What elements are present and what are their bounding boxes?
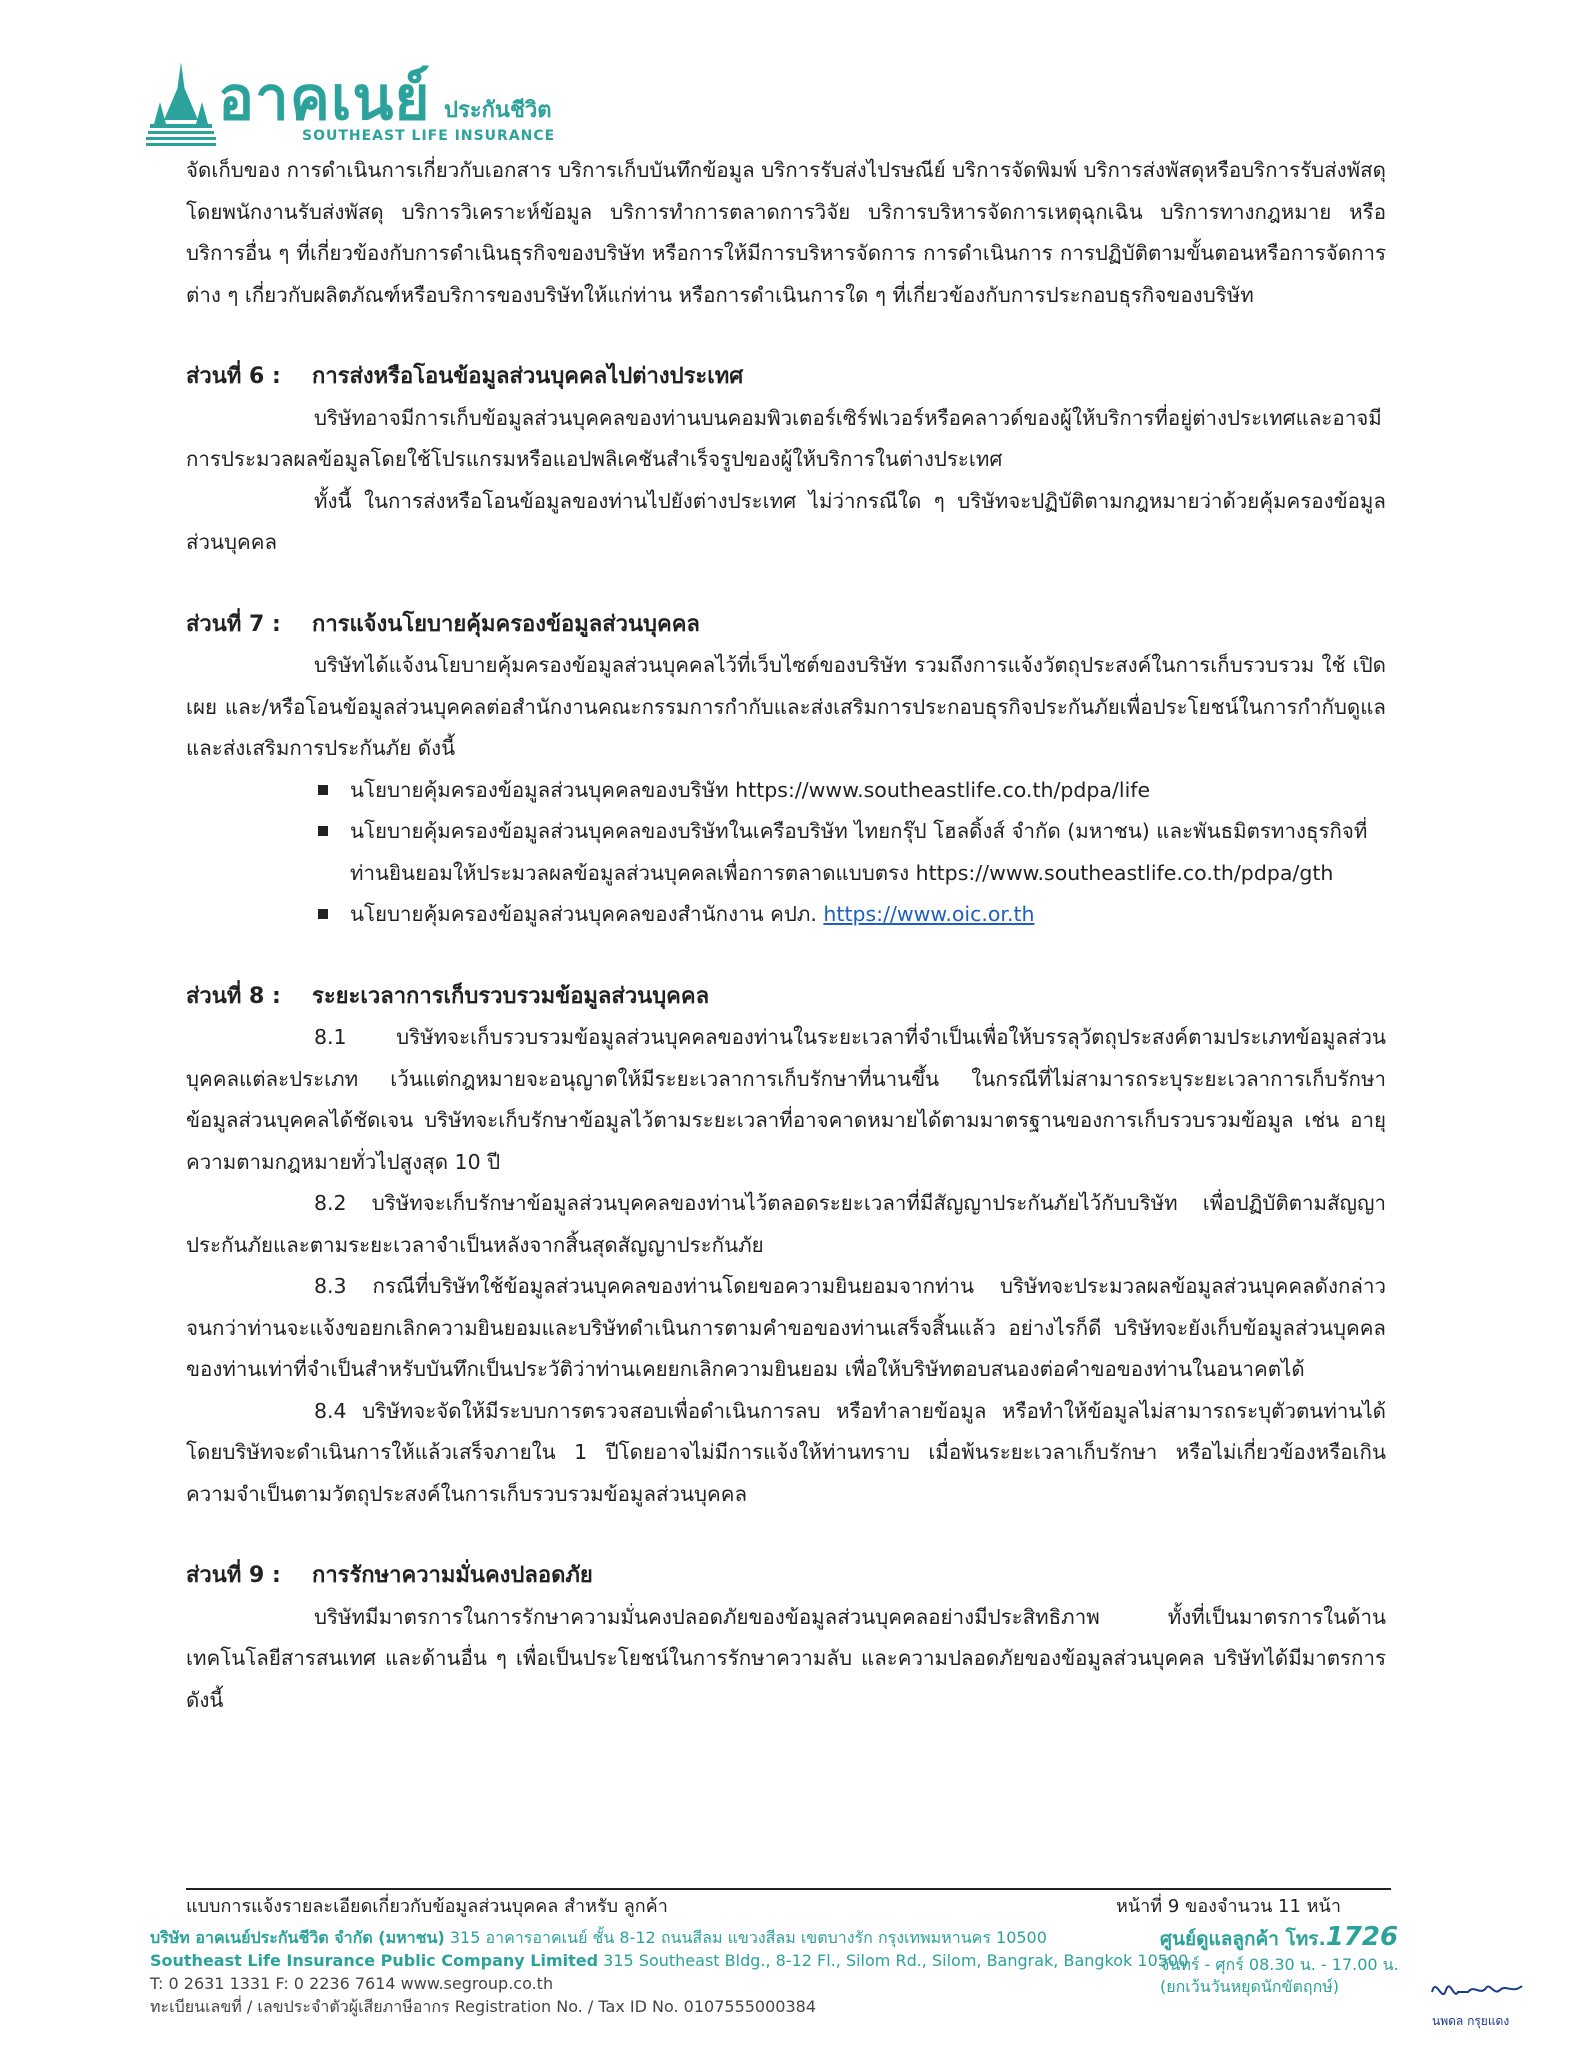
section-6-paragraph-2: ทั้งนี้ ในการส่งหรือโอนข้อมูลของท่านไปยังต่างประเทศ ไม่ว่ากรณีใด ๆ บริษัทจะปฏิบัติตามกฎหมายว่าด้วยคุ้มครองข้อมูลส่วนบุคคล	[186, 488, 1386, 554]
company-logo	[146, 62, 576, 152]
section-9-paragraph-1: บริษัทมีมาตรการในการรักษาความมั่นคงปลอดภัยของข้อมูลส่วนบุคคลอย่างมีประสิทธิภาพ ทั้งที่เป็นมาตรการในด้านเทคโนโลยีสารสนเทศ และด้านอื่น ๆ เพื่อเป็นประโยชน์ในการรักษาความลับ และความปลอดภัยของข้อมูลส่วนบุคคล บริษัทได้มีมาตรการ ดังนี้	[186, 1604, 1386, 1712]
section-7-title: การแจ้งนโยบายคุ้มครองข้อมูลส่วนบุคคล	[312, 611, 700, 637]
list-item	[314, 811, 1386, 894]
footer-page-number: หน้าที่ 9 ของจำนวน 11 หน้า	[1116, 1896, 1341, 1917]
section-8-3-paragraph: 8.3 กรณีที่บริษัทใช้ข้อมูลส่วนบุคคลของท่านโดยขอความยินยอมจากท่าน บริษัทจะประมวลผลข้อมูลส่วนบุคคลดังกล่าวจนกว่าท่านจะแจ้งขอยกเลิกความยินยอมและบริษัทดำเนินการตามคำขอของท่านเสร็จสิ้นแล้ว อย่างไรก็ดี บริษัทจะยังเก็บข้อมูลส่วนบุคคลของท่านเท่าที่จำเป็นสำหรับบันทึกเป็นประวัติว่าท่านเคยยกเลิกความยินยอม เพื่อให้บริษัทตอบสนองต่อคำขอของท่านในอนาคตได้	[186, 1274, 1386, 1381]
section-8-1-paragraph: 8.1 บริษัทจะเก็บรวบรวมข้อมูลส่วนบุคคลของท่านในระยะเวลาที่จำเป็นเพื่อให้บรรลุวัตถุประสงค์ตามประเภทข้อมูลส่วนบุคคลแต่ละประเภท เว้นแต่กฎหมายจะอนุญาตให้มีระยะเวลาการเก็บรักษาที่นานขึ้น ในกรณีที่ไม่สามารถระบุระยะเวลาการเก็บรักษาข้อมูลส่วนบุคคลได้ชัดเจน บริษัทจะเก็บรักษาข้อมูลไว้ตามระยะเวลาที่อาจคาดหมายได้ตามมาตรฐานของการเก็บรวบรวมข้อมูล เช่น อายุความตามกฎหมายทั่วไปสูงสุด 10 ปี	[186, 1025, 1386, 1174]
company-registration: ทะเบียนเลขที่ / เลขประจำตัวผู้เสียภาษีอากร Registration No. / Tax ID No. 0107555000384	[150, 1997, 816, 2016]
section-7-number: ส่วนที่ 7 :	[186, 611, 281, 637]
policy-company: นโยบายคุ้มครองข้อมูลส่วนบุคคลของบริษัท https://www.southeastlife.co.th/pdpa/life	[350, 777, 1151, 802]
section-7-heading	[186, 604, 1386, 646]
company-contact: T: 0 2631 1331 F: 0 2236 7614 www.segroup.co.th	[150, 1974, 554, 1993]
customer-service-number: 1726	[1325, 1922, 1399, 1952]
section-6-title: การส่งหรือโอนข้อมูลส่วนบุคคลไปต่างประเทศ	[312, 364, 744, 389]
logo-name-th: อาคเนย์	[218, 64, 431, 134]
customer-service-line	[1160, 1922, 1399, 1954]
customer-service	[1160, 1922, 1399, 1998]
policy-list	[186, 770, 1386, 936]
company-en-address: 315 Southeast Bldg., 8-12 Fl., Silom Rd., Silom, Bangrak, Bangkok 10500	[603, 1951, 1189, 1970]
section-8-4-paragraph: 8.4 บริษัทจะจัดให้มีระบบการตรวจสอบเพื่อดำเนินการลบ หรือทำลายข้อมูล หรือทำให้ข้อมูลไม่สามารถระบุตัวตนท่านได้ โดยบริษัทจะดำเนินการให้แล้วเสร็จภายใน 1 ปีโดยอาจไม่มีการแจ้งให้ท่านทราบ เมื่อพ้นระยะเวลาเก็บรักษา หรือไม่เกี่ยวข้องหรือเกินความจำเป็นตามวัตถุประสงค์ในการเก็บรวบรวมข้อมูลส่วนบุคคล	[186, 1398, 1386, 1506]
company-en-name: Southeast Life Insurance Public Company Limited	[150, 1951, 599, 1970]
list-item	[314, 770, 1386, 812]
customer-service-label: ศูนย์ดูแลลูกค้า โทร.	[1160, 1928, 1326, 1950]
company-info	[150, 1926, 1188, 2018]
section-9-title: การรักษาความมั่นคงปลอดภัย	[312, 1563, 593, 1588]
company-en-line	[150, 1949, 1188, 1972]
intro-paragraph: จัดเก็บของ การดำเนินการเกี่ยวกับเอกสาร บริการเก็บบันทึกข้อมูล บริการรับส่งไปรษณีย์ บริการจัดพิมพ์ บริการส่งพัสดุหรือบริการรับส่งพัสดุโดยพนักงานรับส่งพัสดุ บริการวิเคราะห์ข้อมูล บริการทำการตลาดการวิจัย บริการบริหารจัดการเหตุฉุกเฉิน บริการทางกฎหมาย หรือบริการอื่น ๆ ที่เกี่ยวข้องกับการดำเนินธุรกิจของบริษัท หรือการให้มีการบริหารจัดการ การดำเนินการ การปฏิบัติตามขั้นตอนหรือการจัดการต่าง ๆ เกี่ยวกับผลิตภัณฑ์หรือบริการของบริษัทให้แก่ท่าน หรือการดำเนินการใด ๆ ที่เกี่ยวข้องกับการประกอบธุรกิจของบริษัท	[186, 158, 1386, 307]
signature-icon	[1428, 1970, 1528, 2010]
customer-service-hours: จันทร์ - ศุกร์ 08.30 น. - 17.00 น.	[1160, 1955, 1399, 1974]
logo-name-en: SOUTHEAST LIFE INSURANCE	[302, 128, 556, 144]
section-8-title: ระยะเวลาการเก็บรวบรวมข้อมูลส่วนบุคคล	[312, 983, 710, 1009]
section-8-number: ส่วนที่ 8 :	[186, 983, 281, 1009]
bullet-icon	[318, 826, 328, 836]
section-8-2-paragraph: 8.2 บริษัทจะเก็บรักษาข้อมูลส่วนบุคคลของท่านไว้ตลอดระยะเวลาที่มีสัญญาประกันภัยไว้กับบริษัท เพื่อปฏิบัติตามสัญญาประกันภัยและตามระยะเวลาจำเป็นหลังจากสิ้นสุดสัญญาประกันภัย	[186, 1191, 1386, 1257]
document-body	[186, 150, 1386, 1721]
company-th-name: บริษัท อาคเนย์ประกันชีวิต จำกัด (มหาชน)	[150, 1928, 445, 1947]
section-6-heading	[186, 356, 1386, 398]
footer-divider	[186, 1888, 1391, 1890]
oic-link[interactable]: https://www.oic.or.th	[823, 902, 1035, 926]
customer-service-note: (ยกเว้นวันหยุดนักขัตฤกษ์)	[1160, 1977, 1340, 1996]
temple-icon	[146, 62, 216, 148]
policy-oic: นโยบายคุ้มครองข้อมูลส่วนบุคคลของสำนักงาน คปภ.	[350, 902, 817, 926]
section-9-heading	[186, 1555, 1386, 1597]
list-item	[314, 894, 1386, 936]
bullet-icon	[318, 785, 328, 795]
section-7-paragraph-1: บริษัทได้แจ้งนโยบายคุ้มครองข้อมูลส่วนบุคคลไว้ที่เว็บไซต์ของบริษัท รวมถึงการแจ้งวัตถุประสงค์ในการเก็บรวบรวม ใช้ เปิดเผย และ/หรือโอนข้อมูลส่วนบุคคลต่อสำนักงานคณะกรรมการกำกับและส่งเสริมการประกอบธุรกิจประกันภัยเพื่อประโยชน์ในการกำกับดูแลและส่งเสริมการประกันภัย ดังนี้	[186, 653, 1386, 760]
section-6-number: ส่วนที่ 6 :	[186, 364, 281, 389]
section-9-number: ส่วนที่ 9 :	[186, 1563, 281, 1588]
policy-group: นโยบายคุ้มครองข้อมูลส่วนบุคคลของบริษัทในเครือบริษัท ไทยกรุ๊ป โฮลดิ้งส์ จำกัด (มหาชน) และพันธมิตรทางธุรกิจที่ท่านยินยอมให้ประมวลผลข้อมูลส่วนบุคคลเพื่อการตลาดแบบตรง https://www.southeastlife.co.th/pdpa/gth	[350, 819, 1368, 885]
bullet-icon	[318, 909, 328, 919]
company-th-address: 315 อาคารอาคเนย์ ชั้น 8-12 ถนนสีลม แขวงสีลม เขตบางรัก กรุงเทพมหานคร 10500	[449, 1928, 1047, 1947]
footer-doc-title: แบบการแจ้งรายละเอียดเกี่ยวกับข้อมูลส่วนบุคคล สำหรับ ลูกค้า	[186, 1896, 668, 1917]
logo-tagline-th: ประกันชีวิต	[444, 98, 552, 123]
company-th-line	[150, 1926, 1188, 1949]
section-8-heading	[186, 976, 1386, 1018]
signer-name: นพดล กรุยแดง	[1432, 2014, 1510, 2028]
section-6-paragraph-1: บริษัทอาจมีการเก็บข้อมูลส่วนบุคคลของท่านบนคอมพิวเตอร์เซิร์ฟเวอร์หรือคลาวด์ของผู้ให้บริการที่อยู่ต่างประเทศและอาจมีการประมวลผลข้อมูลโดยใช้โปรแกรมหรือแอปพลิเคชันสำเร็จรูปของผู้ให้บริการในต่างประเทศ	[186, 405, 1382, 471]
